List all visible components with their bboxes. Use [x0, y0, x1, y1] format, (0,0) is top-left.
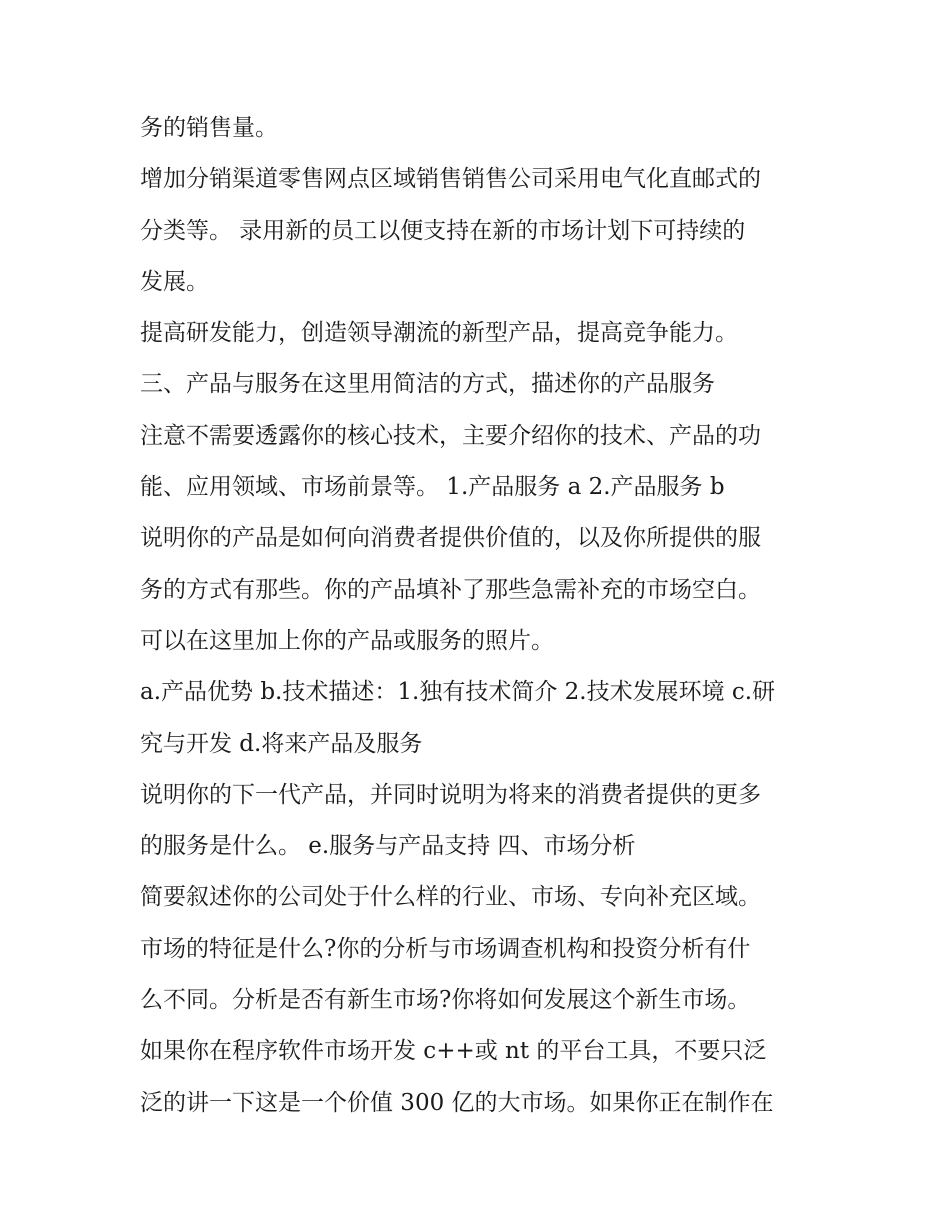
- text-line: 究与开发 d.将来产品及服务: [140, 730, 423, 757]
- body-text: [140, 103, 830, 1129]
- text-line: 提高研发能力，创造领导潮流的新型产品，提高竞争能力。: [140, 320, 738, 347]
- text-line: 么不同。分析是否有新生市场?你将如何发展这个新生市场。: [140, 987, 751, 1014]
- text-line: 务的方式有那些。你的产品填补了那些急需补充的市场空白。: [140, 576, 761, 603]
- section-heading-products: 三、产品与服务在这里用简洁的方式，描述你的产品服务: [140, 371, 715, 398]
- text-line: 增加分销渠道零售网点区域销售销售公司采用电气化直邮式的: [140, 166, 761, 193]
- text-line: 分类等。 录用新的员工以便支持在新的市场计划下可持续的: [140, 217, 746, 244]
- text-line: 务的销售量。: [140, 115, 278, 141]
- text-line: 简要叙述你的公司处于什么样的行业、市场、专向补充区域。: [140, 884, 761, 911]
- text-line: 泛的讲一下这是一个价值 300 亿的大市场。如果你正在制作在: [140, 1089, 774, 1116]
- text-line: 市场的特征是什么?你的分析与市场调查机构和投资分析有什: [140, 935, 751, 962]
- text-line: 如果你在程序软件市场开发 c++或 nt 的平台工具，不要只泛: [140, 1038, 767, 1065]
- text-line: 能、应用领域、市场前景等。 1.产品服务 a 2.产品服务 b: [140, 474, 725, 501]
- text-line: a.产品优势 b.技术描述：1.独有技术简介 2.技术发展环境 c.研: [140, 679, 776, 706]
- text-line: 可以在这里加上你的产品或服务的照片。: [140, 627, 554, 654]
- text-line: 说明你的产品是如何向消费者提供价值的，以及你所提供的服: [140, 525, 761, 552]
- text-line: 注意不需要透露你的核心技术，主要介绍你的技术、产品的功: [140, 422, 761, 449]
- text-line: 发展。: [140, 268, 209, 295]
- text-line: 的服务是什么。 e.服务与产品支持 四、市场分析: [140, 833, 636, 860]
- text-line: 说明你的下一代产品，并同时说明为将来的消费者提供的更多: [140, 781, 761, 808]
